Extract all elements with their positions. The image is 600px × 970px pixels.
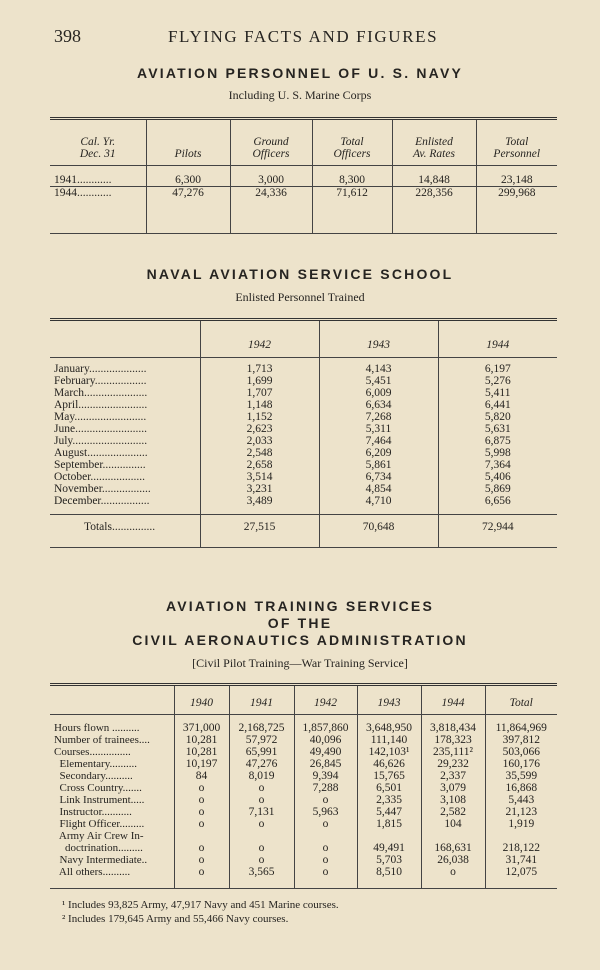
caa-cell: 2,582 [421,806,485,818]
caa-row-label: Hours flown .......... [54,722,140,734]
navy-table-row [50,187,557,234]
caa-cell: 29,232 [421,758,485,770]
navy-table-row [50,166,557,187]
school-cell: 4,710 [319,495,438,515]
school-total-cell: 27,515 [200,515,319,548]
caa-cell: 7,131 [229,806,294,818]
navy-header-cell: Ground Officers [230,119,312,166]
navy-row-label: 1941............ [50,166,146,187]
caa-cell: 9,394 [294,770,357,782]
caa-table-row [50,715,557,735]
school-cell: 5,406 [438,471,557,483]
caa-cell: 84 [174,770,229,782]
school-title: NAVAL AVIATION SERVICE SCHOOL [146,266,454,282]
caa-year-header: 1943 [357,685,421,715]
caa-cell: o [294,794,357,806]
school-month-label: December................. [54,495,150,507]
caa-cell: 49,490 [294,746,357,758]
caa-cell: 3,108 [421,794,485,806]
caa-table-row [50,854,557,866]
running-head: FLYING FACTS AND FIGURES [168,27,439,46]
school-cell: 4,854 [319,483,438,495]
navy-personnel-title: AVIATION PERSONNEL OF U. S. NAVY [136,65,464,81]
caa-cell: 3,565 [229,866,294,889]
caa-table-row [50,794,557,806]
school-cell: 1,713 [200,358,319,376]
caa-row-label: Secondary.......... [54,770,133,782]
caa-subtitle: [Civil Pilot Training—War Training Service] [192,656,408,670]
navy-cell: 6,300 [146,166,230,187]
school-total-cell: 72,944 [438,515,557,548]
caa-cell: 26,038 [421,854,485,866]
caa-table-row [50,770,557,782]
navy-cell: 8,300 [312,166,392,187]
navy-header-cell: Total Personnel [476,119,557,166]
caa-cell: o [294,854,357,866]
school-cell: 6,734 [319,471,438,483]
caa-cell: o [174,782,229,794]
school-table-row [50,471,557,483]
school-total-cell: 70,648 [319,515,438,548]
navy-cell: 71,612 [312,187,392,234]
caa-cell: o [294,842,357,854]
school-cell: 5,861 [319,459,438,471]
school-cell: 3,489 [200,495,319,515]
school-cell: 3,514 [200,471,319,483]
caa-cell: 1,857,860 [294,715,357,735]
navy-row-label: 1944............ [50,187,146,234]
caa-title-line-3: CIVIL AERONAUTICS ADMINISTRATION [132,632,468,648]
caa-table-row [50,734,557,746]
school-table-row [50,358,557,376]
caa-row-label: doctrination......... [54,842,143,854]
caa-cell: o [229,818,294,830]
caa-row-label: Courses............... [54,746,131,758]
caa-row-label: Elementary.......... [54,758,137,770]
school-cell: 7,364 [438,459,557,471]
school-totals-row [50,515,557,548]
caa-cell [357,830,421,842]
school-table-row [50,387,557,399]
caa-table-row [50,746,557,758]
caa-cell: o [294,866,357,889]
school-table-row [50,495,557,515]
school-cell: 2,033 [200,435,319,447]
school-cell: 7,464 [319,435,438,447]
caa-cell: 5,963 [294,806,357,818]
navy-header-cell: Cal. Yr. Dec. 31 [50,119,146,166]
caa-cell: o [174,866,229,889]
caa-cell: 6,501 [357,782,421,794]
caa-cell: o [174,806,229,818]
caa-cell: 503,066 [485,746,557,758]
caa-cell: 8,019 [229,770,294,782]
caa-table-row [50,866,557,889]
school-table [50,318,557,548]
school-subtitle: Enlisted Personnel Trained [235,290,365,304]
page-number: 398 [54,26,81,46]
caa-table-row [50,842,557,854]
school-month-label: April........................ [54,399,148,411]
school-cell: 6,634 [319,399,438,411]
school-month-label: November................. [54,483,151,495]
school-cell: 6,209 [319,447,438,459]
caa-cell: 2,337 [421,770,485,782]
caa-cell: 1,815 [357,818,421,830]
school-cell: 2,658 [200,459,319,471]
school-year-header: 1944 [438,320,557,358]
school-cell: 1,152 [200,411,319,423]
caa-title-line-2: OF THE [267,615,333,631]
school-table-row [50,447,557,459]
caa-cell: 2,335 [357,794,421,806]
caa-cell: 21,123 [485,806,557,818]
caa-table-row [50,758,557,770]
caa-cell: 218,122 [485,842,557,854]
caa-cell: 3,818,434 [421,715,485,735]
caa-cell: o [174,794,229,806]
school-cell: 5,451 [319,375,438,387]
caa-table-row [50,806,557,818]
school-cell: 1,148 [200,399,319,411]
school-cell: 5,631 [438,423,557,435]
caa-row-label: Instructor........... [54,806,132,818]
caa-cell: 8,510 [357,866,421,889]
caa-cell: 47,276 [229,758,294,770]
caa-cell: 178,323 [421,734,485,746]
school-cell: 6,441 [438,399,557,411]
school-cell: 1,699 [200,375,319,387]
navy-cell: 47,276 [146,187,230,234]
school-year-header: 1943 [319,320,438,358]
caa-table [50,683,557,889]
caa-row-label: Number of trainees.... [54,734,150,746]
caa-row-label: Flight Officer......... [54,818,145,830]
caa-header-blank [50,685,174,715]
caa-cell: 11,864,969 [485,715,557,735]
school-cell: 5,276 [438,375,557,387]
caa-row-label: Army Air Crew In- [54,830,144,842]
school-cell: 6,875 [438,435,557,447]
caa-cell: 168,631 [421,842,485,854]
school-month-label: October................... [54,471,146,483]
caa-cell: 35,599 [485,770,557,782]
school-cell: 2,623 [200,423,319,435]
navy-personnel-subtitle: Including U. S. Marine Corps [228,88,372,102]
navy-cell: 299,968 [476,187,557,234]
caa-cell: 160,176 [485,758,557,770]
caa-cell [229,830,294,842]
school-month-label: September............... [54,459,146,471]
navy-cell: 228,356 [392,187,476,234]
school-cell: 2,548 [200,447,319,459]
caa-table-row [50,830,557,842]
school-cell: 5,311 [319,423,438,435]
navy-cell: 3,000 [230,166,312,187]
navy-header-cell: Pilots [146,119,230,166]
caa-cell: 5,443 [485,794,557,806]
caa-cell: 3,079 [421,782,485,794]
caa-cell: o [174,842,229,854]
school-month-label: August..................... [54,447,148,459]
school-cell: 6,656 [438,495,557,515]
caa-cell [421,830,485,842]
caa-table-row [50,782,557,794]
caa-cell: 5,703 [357,854,421,866]
caa-row-label: Navy Intermediate.. [54,854,148,866]
navy-cell: 14,848 [392,166,476,187]
caa-cell: 26,845 [294,758,357,770]
footnote-1: ¹ Includes 93,825 Army, 47,917 Navy and 451 Marine courses. [62,899,339,911]
school-table-row [50,435,557,447]
caa-cell: 104 [421,818,485,830]
caa-cell: o [229,794,294,806]
school-cell: 5,820 [438,411,557,423]
caa-cell: 7,288 [294,782,357,794]
caa-year-header: 1942 [294,685,357,715]
school-month-label: May......................... [54,411,147,423]
school-table-row [50,399,557,411]
school-month-label: July.......................... [54,435,148,447]
caa-cell: 111,140 [357,734,421,746]
caa-cell: 15,765 [357,770,421,782]
navy-header-cell: Enlisted Av. Rates [392,119,476,166]
caa-year-header: Total [485,685,557,715]
school-table-row [50,483,557,495]
school-month-label: January.................... [54,363,147,375]
caa-cell: o [421,866,485,889]
caa-cell: o [174,854,229,866]
caa-cell: 3,648,950 [357,715,421,735]
caa-year-header: 1940 [174,685,229,715]
caa-cell: 16,868 [485,782,557,794]
caa-cell: o [229,854,294,866]
caa-cell: 235,111² [421,746,485,758]
caa-cell [294,830,357,842]
caa-cell: o [229,782,294,794]
navy-header-cell: Total Officers [312,119,392,166]
school-header-blank [50,320,200,358]
caa-cell: 40,096 [294,734,357,746]
caa-cell [485,830,557,842]
footnote-2: ² Includes 179,645 Army and 55,466 Navy courses. [62,913,289,925]
caa-cell: 1,919 [485,818,557,830]
caa-cell: o [294,818,357,830]
caa-year-header: 1944 [421,685,485,715]
caa-cell: 10,281 [174,734,229,746]
caa-cell: o [174,818,229,830]
caa-cell: 142,103¹ [357,746,421,758]
school-table-row [50,375,557,387]
school-year-header: 1942 [200,320,319,358]
caa-row-label: Cross Country....... [54,782,142,794]
caa-cell [174,830,229,842]
school-cell: 5,411 [438,387,557,399]
caa-cell: 371,000 [174,715,229,735]
navy-cell: 24,336 [230,187,312,234]
navy-cell: 23,148 [476,166,557,187]
caa-year-header: 1941 [229,685,294,715]
school-totals-label: Totals............... [50,515,200,548]
caa-table-row [50,818,557,830]
caa-cell: o [229,842,294,854]
school-cell: 5,869 [438,483,557,495]
caa-cell: 2,168,725 [229,715,294,735]
caa-cell: 49,491 [357,842,421,854]
school-cell: 5,998 [438,447,557,459]
caa-cell: 31,741 [485,854,557,866]
caa-cell: 46,626 [357,758,421,770]
navy-personnel-table [50,117,557,234]
school-table-row [50,459,557,471]
caa-cell: 57,972 [229,734,294,746]
school-cell: 1,707 [200,387,319,399]
caa-cell: 5,447 [357,806,421,818]
caa-cell: 10,281 [174,746,229,758]
caa-row-label: Link Instrument..... [54,794,145,806]
caa-title-line-1: AVIATION TRAINING SERVICES [166,598,434,614]
school-table-row [50,423,557,435]
school-month-label: February.................. [54,375,147,387]
school-month-label: March...................... [54,387,148,399]
school-cell: 4,143 [319,358,438,376]
school-cell: 3,231 [200,483,319,495]
school-cell: 6,009 [319,387,438,399]
school-month-label: June......................... [54,423,147,435]
caa-cell: 397,812 [485,734,557,746]
school-table-row [50,411,557,423]
caa-cell: 65,991 [229,746,294,758]
caa-row-label: All others.......... [50,866,174,889]
school-cell: 7,268 [319,411,438,423]
school-cell: 6,197 [438,358,557,376]
caa-cell: 10,197 [174,758,229,770]
caa-cell: 12,075 [485,866,557,889]
